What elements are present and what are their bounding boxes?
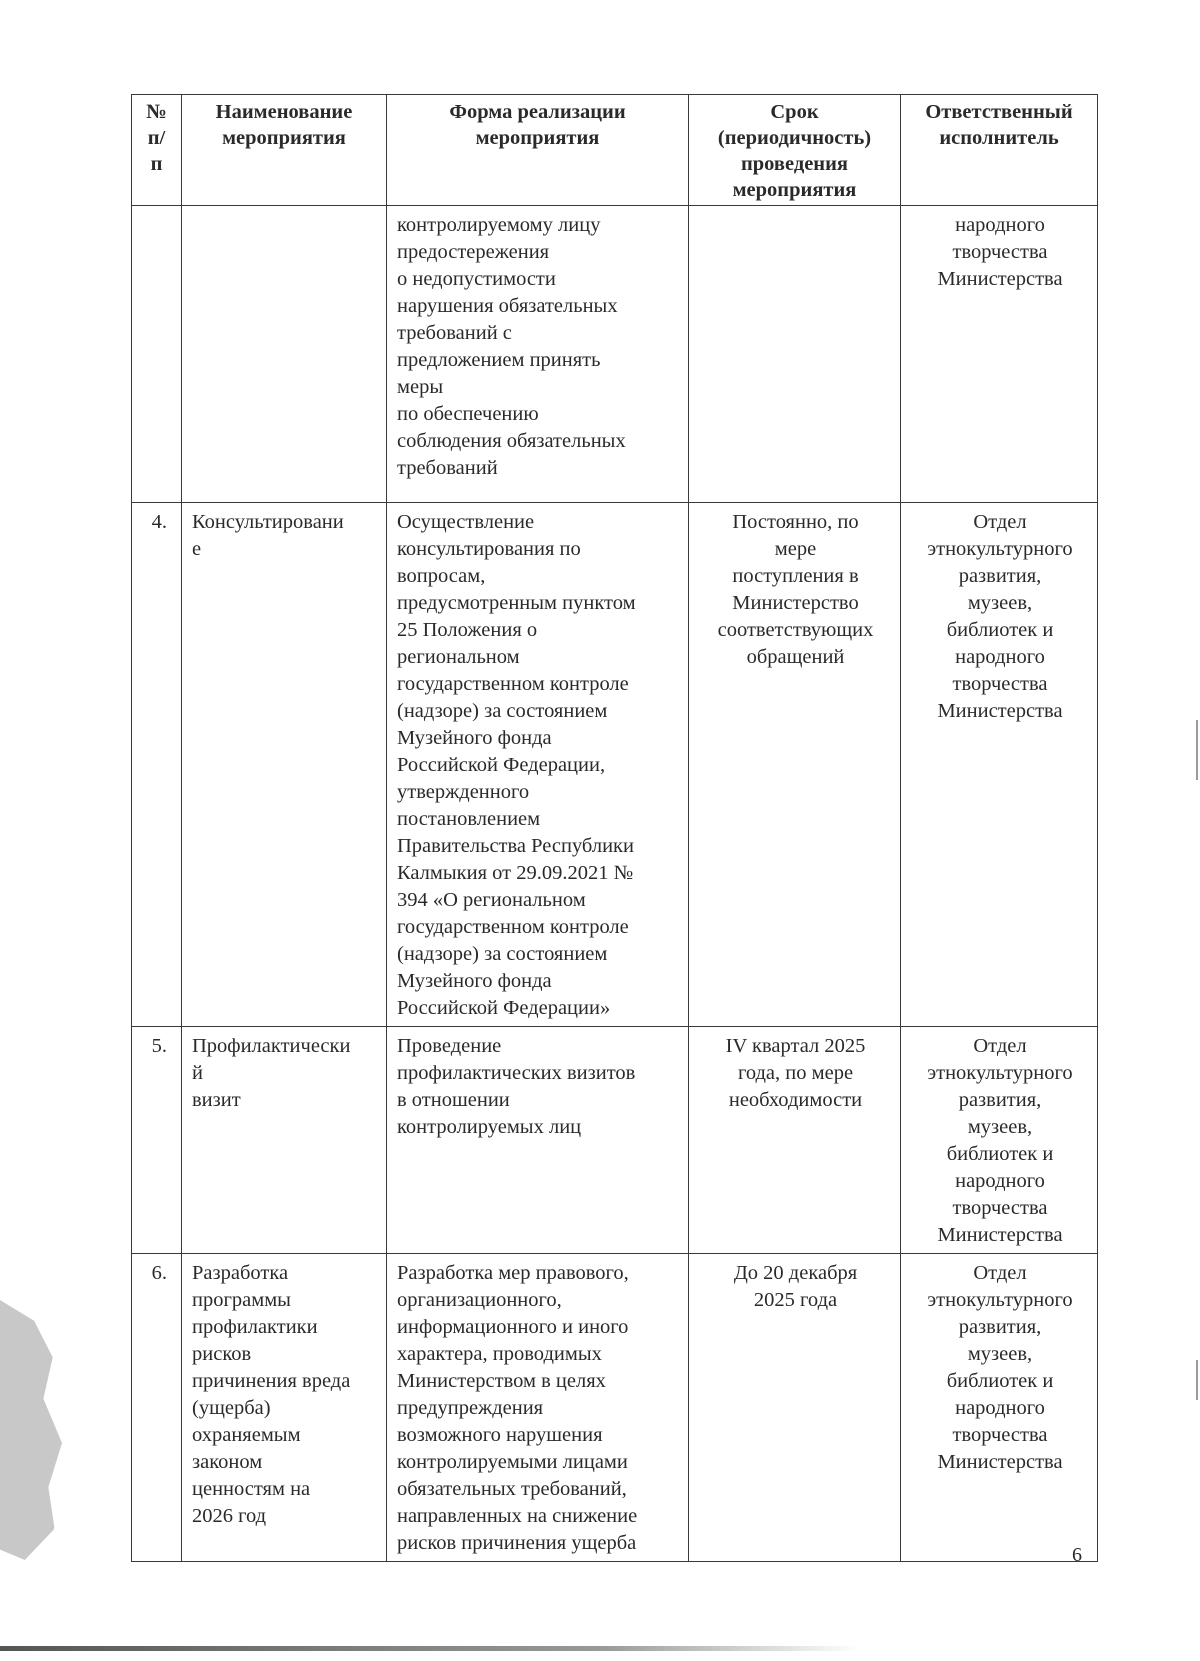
header-implementation-form: Форма реализации мероприятия	[387, 95, 689, 206]
page-number: 6	[1072, 1544, 1082, 1566]
row-implementation-form: Проведение профилактических визитов в отношении контролируемых лиц	[387, 1027, 689, 1254]
row-term: IV квартал 2025 года, по мере необходимости	[689, 1027, 901, 1254]
row-event-name: Разработка программы профилактики рисков причинения вреда (ущерба) охраняемым законом ценностям на 2026 год	[182, 1254, 387, 1562]
row-responsible: Отдел этнокультурного развития, музеев, библиотек и народного творчества Министерства	[901, 1254, 1098, 1562]
table-header-row	[132, 95, 1098, 206]
table-row	[132, 1254, 1098, 1562]
scan-shadow-mark	[0, 1300, 62, 1560]
table-row	[132, 1027, 1098, 1254]
row-number: 4.	[132, 503, 182, 1027]
table-row	[132, 503, 1098, 1027]
scan-edge-tick	[1196, 1360, 1198, 1400]
row-term: До 20 декабря 2025 года	[689, 1254, 901, 1562]
header-event-name: Наименование мероприятия	[182, 95, 387, 206]
header-term: Срок (периодичность) проведения мероприятия	[689, 95, 901, 206]
scan-edge-tick	[1196, 720, 1198, 780]
row-number	[132, 206, 182, 503]
row-number: 6.	[132, 1254, 182, 1562]
header-number: № п/ п	[132, 95, 182, 206]
row-term: Постоянно, по мере поступления в Министерство соответствующих обращений	[689, 503, 901, 1027]
row-responsible: народного творчества Министерства	[901, 206, 1098, 503]
header-responsible: Ответственный исполнитель	[901, 95, 1098, 206]
row-event-name: Профилактически й визит	[182, 1027, 387, 1254]
row-event-name: Консультировани е	[182, 503, 387, 1027]
row-implementation-form: Разработка мер правового, организационного, информационного и иного характера, проводимых Министерством в целях предупреждения возможного нарушения контролируемыми лицами обязательных требований, направленных на снижение рисков причинения ущерба	[387, 1254, 689, 1562]
row-number: 5.	[132, 1027, 182, 1254]
scan-bottom-edge	[0, 1646, 860, 1651]
row-responsible: Отдел этнокультурного развития, музеев, библиотек и народного творчества Министерства	[901, 503, 1098, 1027]
row-event-name	[182, 206, 387, 503]
events-table	[131, 94, 1098, 1562]
row-implementation-form: контролируемому лицу предостережения о недопустимости нарушения обязательных требований с предложением принять меры по обеспечению соблюдения обязательных требований	[387, 206, 689, 503]
row-implementation-form: Осуществление консультирования по вопросам, предусмотренным пунктом 25 Положения о региональном государственном контроле (надзоре) за состоянием Музейного фонда Российской Федерации, утвержденного постановлением Правительства Республики Калмыкия от 29.09.2021 № 394 «О региональном государственном контроле (надзоре) за состоянием Музейного фонда Российской Федерации»	[387, 503, 689, 1027]
table-row	[132, 206, 1098, 503]
row-term	[689, 206, 901, 503]
row-responsible: Отдел этнокультурного развития, музеев, библиотек и народного творчества Министерства	[901, 1027, 1098, 1254]
